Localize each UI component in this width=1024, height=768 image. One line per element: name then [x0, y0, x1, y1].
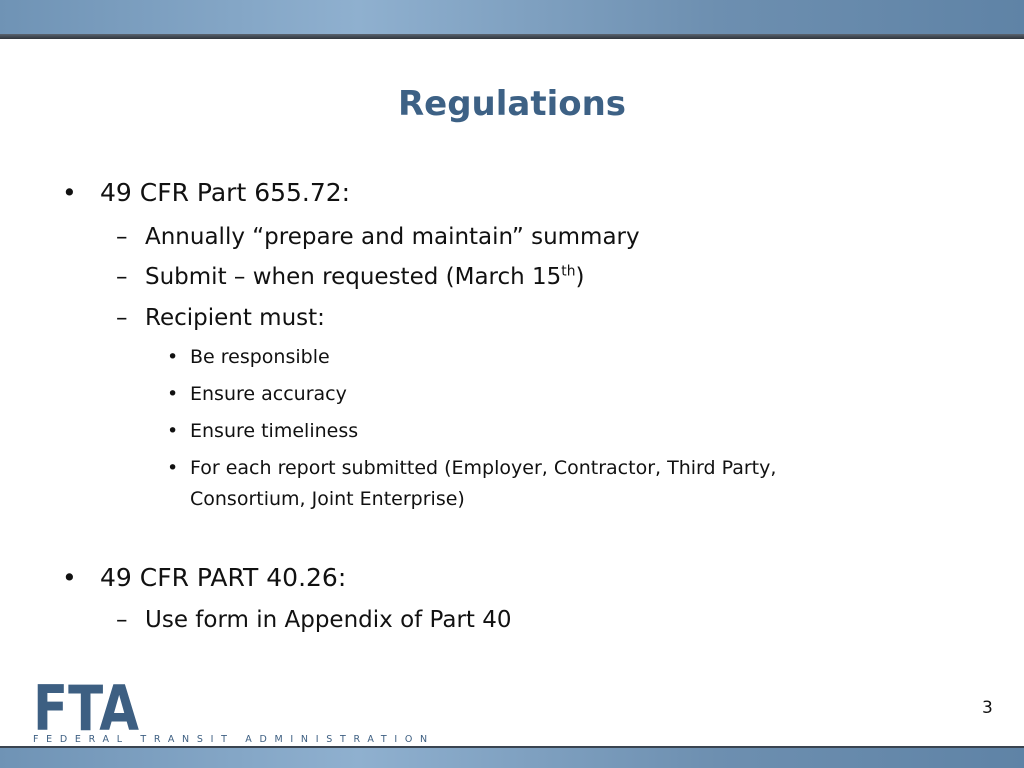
bullet-marker: • — [167, 457, 179, 479]
section2-heading: 49 CFR PART 40.26: — [100, 563, 347, 592]
sub-item-use-form: Use form in Appendix of Part 40 — [145, 607, 512, 633]
dash-marker: – — [116, 264, 128, 290]
submit-sup: th — [561, 263, 576, 280]
recipient-item-continued: Consortium, Joint Enterprise) — [190, 488, 465, 510]
bullet-marker: • — [62, 178, 77, 207]
recipient-item: Be responsible — [190, 346, 330, 368]
recipient-item: Ensure timeliness — [190, 420, 359, 442]
logo-text: FTA — [33, 680, 140, 732]
recipient-item: Ensure accuracy — [190, 383, 347, 405]
recipient-item: For each report submitted (Employer, Contractor, Third Party, — [190, 457, 777, 479]
dash-marker: – — [116, 224, 128, 250]
bullet-marker: • — [62, 563, 77, 592]
slide-title: Regulations — [397, 84, 627, 124]
page-number: 3 — [982, 698, 993, 718]
fta-logo — [33, 680, 143, 732]
bottom-footer-bar — [0, 748, 1024, 768]
sub-item-annually: Annually “prepare and maintain” summary — [145, 224, 640, 250]
bullet-marker: • — [167, 346, 179, 368]
dash-marker: – — [116, 607, 128, 633]
bullet-marker: • — [167, 420, 179, 442]
sub-item-recipient: Recipient must: — [145, 305, 325, 331]
logo-subtitle: FEDERAL TRANSIT ADMINISTRATION — [33, 734, 435, 745]
section1-heading: 49 CFR Part 655.72: — [100, 178, 351, 207]
sub-item-submit — [145, 264, 584, 290]
submit-text-end: ) — [575, 264, 585, 290]
dash-marker: – — [116, 305, 128, 331]
submit-text: Submit – when requested (March 15 — [145, 264, 562, 290]
bullet-marker: • — [167, 383, 179, 405]
